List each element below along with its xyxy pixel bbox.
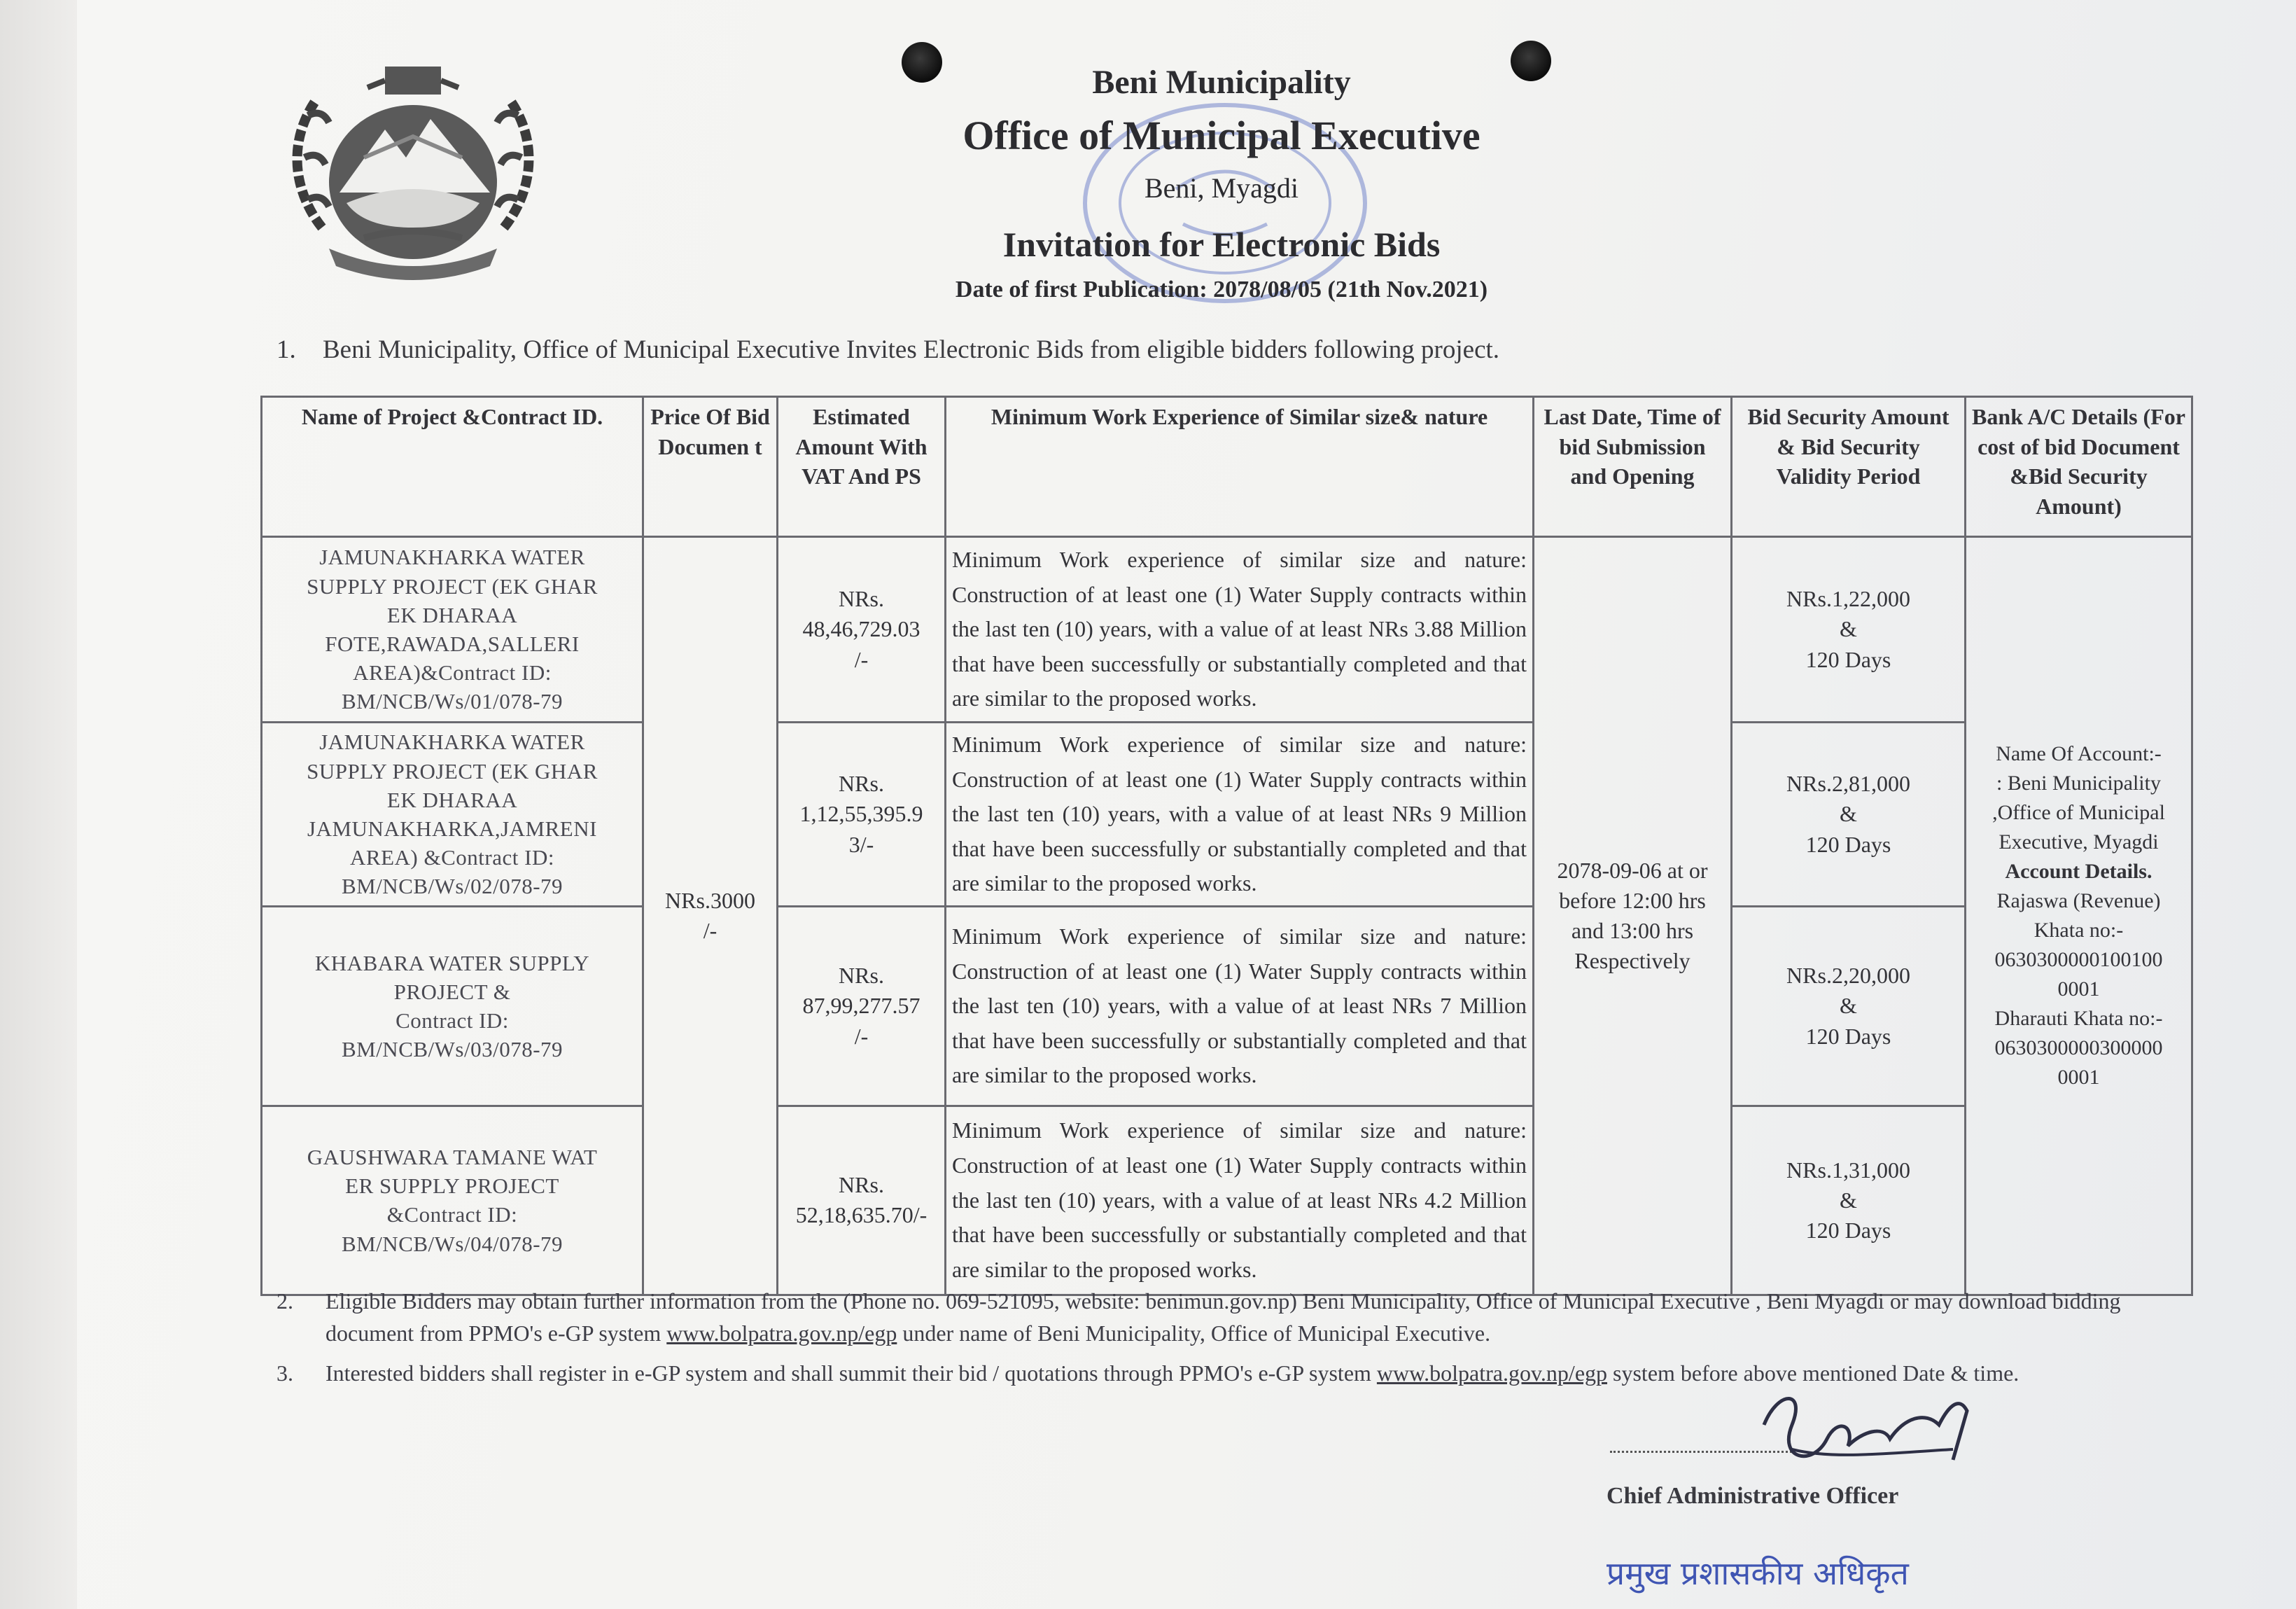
project-line: EK DHARAA <box>386 787 518 812</box>
scan-margin <box>0 0 77 1609</box>
experience-cell: Minimum Work experience of similar size and nature: Construction of at least one (1) Water Supply contracts within the last ten (10) years, with a value of at least NRs 4.2 Million that have been successfully or substantially completed and that are similar to the proposed works. <box>946 1106 1534 1295</box>
last-date-line: Respectively <box>1574 948 1690 974</box>
table-header-row <box>262 397 2192 537</box>
project-line: SUPPLY PROJECT (EK GHAR <box>307 758 598 783</box>
municipality-name: Beni Municipality <box>1092 64 1351 101</box>
bid-security-amount: NRs.2,20,000 <box>1786 963 1910 989</box>
price-cell <box>643 537 778 1295</box>
bank-line: : Beni Municipality <box>1996 771 2161 795</box>
publication-date: Date of first Publication: 2078/08/05 (21th Nov.2021) <box>955 277 1488 302</box>
note-2 <box>276 1285 2160 1350</box>
amount-cell <box>778 906 946 1106</box>
amount-line: 48,46,729.03 <box>802 616 920 642</box>
egp-link[interactable]: www.bolpatra.gov.np/egp <box>1376 1360 1608 1386</box>
intro-number: 1. <box>276 335 296 364</box>
amount-line: /- <box>854 1023 869 1049</box>
bid-security-validity: 120 Days <box>1805 831 1891 857</box>
table-row <box>262 906 2192 1106</box>
bid-security-validity: 120 Days <box>1805 1023 1891 1049</box>
bid-security-amount: NRs.1,22,000 <box>1786 586 1910 612</box>
project-cell <box>262 723 643 907</box>
project-line: BM/NCB/Ws/03/078-79 <box>341 1037 564 1062</box>
amount-cell <box>778 723 946 907</box>
note-2-text-b: under name of Beni Municipality, Office of Municipal Executive. <box>897 1321 1491 1346</box>
project-cell <box>262 537 643 723</box>
project-line: EK DHARAA <box>386 602 518 627</box>
experience-cell: Minimum Work experience of similar size and nature: Construction of at least one (1) Water Supply contracts within the last ten (10) years, with a value of at least NRs 7 Million that have been successfully or substantially completed and that are similar to the proposed works. <box>946 906 1534 1106</box>
project-line: JAMUNAKHARKA WATER <box>319 545 585 570</box>
intro-paragraph <box>276 335 1499 365</box>
note-3-text-b: system before above mentioned Date & time. <box>1607 1360 2019 1386</box>
price-value: NRs.3000 <box>665 887 755 913</box>
officer-title-nepali: प्रमुख प्रशासकीय अधिकृत <box>1606 1554 1909 1592</box>
bid-security-validity: 120 Days <box>1805 1218 1891 1244</box>
table-row <box>262 1106 2192 1295</box>
document-title: Invitation for Electronic Bids <box>1002 225 1441 264</box>
project-line: JAMUNAKHARKA,JAMRENI <box>307 816 597 841</box>
amount-line: NRs. <box>839 1172 884 1198</box>
header-bid-security: Bid Security Amount & Bid Security Validity Period <box>1732 397 1966 537</box>
nepal-emblem-icon <box>280 53 546 291</box>
project-line: JAMUNAKHARKA WATER <box>319 730 585 755</box>
project-line: BM/NCB/Ws/01/078-79 <box>341 689 564 714</box>
amount-cell <box>778 1106 946 1295</box>
bank-details-cell <box>1966 537 2192 1295</box>
project-line: ER SUPPLY PROJECT <box>345 1173 559 1199</box>
last-date-line: before 12:00 hrs <box>1559 887 1706 913</box>
project-line: GAUSHWARA TAMANE WAT <box>307 1145 598 1170</box>
header-experience: Minimum Work Experience of Similar size& nature <box>946 397 1534 537</box>
price-suffix: /- <box>703 917 718 943</box>
amount-line: 87,99,277.57 <box>802 993 920 1019</box>
project-line: AREA)&Contract ID: <box>353 660 552 685</box>
last-date-line: and 13:00 hrs <box>1571 917 1694 943</box>
project-line: BM/NCB/Ws/04/078-79 <box>341 1231 564 1256</box>
project-line: &Contract ID: <box>386 1202 518 1227</box>
bank-line: Dharauti Khata no:- <box>1994 1006 2163 1030</box>
note-3-text-a: Interested bidders shall register in e-GP system and shall summit their bid / quotations through PPMO's e-GP system <box>326 1360 1377 1386</box>
office-name: Office of Municipal Executive <box>962 113 1480 158</box>
bid-security-amount: NRs.1,31,000 <box>1786 1157 1910 1183</box>
project-line: AREA) &Contract ID: <box>350 845 554 870</box>
bank-line: ,Office of Municipal <box>1992 800 2165 824</box>
amount-line: NRs. <box>839 586 884 612</box>
bid-security-amp: & <box>1840 801 1857 827</box>
project-line: BM/NCB/Ws/02/078-79 <box>341 874 564 899</box>
note-2-text-a: Eligible Bidders may obtain further information from the (Phone no. 069-521095, website: benimun.gov.np) Beni Municipality, Office of Municipal Executive , Beni Myagdi or may download bidding document from PPMO's e-GP system <box>326 1288 2121 1346</box>
table-row <box>262 723 2192 907</box>
header-amount: Estimated Amount With VAT And PS <box>778 397 946 537</box>
amount-line: /- <box>854 646 869 672</box>
project-cell <box>262 906 643 1106</box>
experience-cell: Minimum Work experience of similar size and nature: Construction of at least one (1) Water Supply contracts within the last ten (10) years, with a value of at least NRs 3.88 Million that have been successfully or substantially completed and that are similar to the proposed works. <box>946 537 1534 723</box>
table-row <box>262 537 2192 723</box>
bids-table <box>260 396 2193 1296</box>
office-location: Beni, Myagdi <box>1144 172 1298 204</box>
amount-line: 3/- <box>848 831 874 857</box>
bid-security-cell <box>1732 723 1966 907</box>
project-line: SUPPLY PROJECT (EK GHAR <box>307 573 598 599</box>
account-details-label: Account Details. <box>2005 859 2152 883</box>
header-last-date: Last Date, Time of bid Submission and Opening <box>1534 397 1732 537</box>
bank-line: Rajaswa (Revenue) <box>1996 889 2161 912</box>
bank-line: Khata no:- <box>2033 918 2124 942</box>
project-line: KHABARA WATER SUPPLY <box>314 950 590 975</box>
bank-line: Name Of Account:- <box>1996 741 2162 765</box>
bank-account-number: 0001 <box>2057 977 2100 1001</box>
egp-link[interactable]: www.bolpatra.gov.np/egp <box>666 1321 897 1346</box>
handwritten-signature-icon <box>1750 1383 1974 1488</box>
note-2-number: 2. <box>276 1288 293 1314</box>
bid-security-cell <box>1732 906 1966 1106</box>
bank-account-number: 0001 <box>2057 1065 2100 1089</box>
experience-cell: Minimum Work experience of similar size and nature: Construction of at least one (1) Water Supply contracts within the last ten (10) years, with a value of at least NRs 9 Million that have been successfully or substantially completed and that are similar to the proposed works. <box>946 723 1534 907</box>
project-line: FOTE,RAWADA,SALLERI <box>325 632 580 656</box>
amount-line: 1,12,55,395.9 <box>799 801 923 827</box>
note-2-text <box>326 1285 2160 1350</box>
amount-line: 52,18,635.70/- <box>795 1202 927 1228</box>
bid-security-amount: NRs.2,81,000 <box>1786 771 1910 797</box>
bid-security-validity: 120 Days <box>1805 646 1891 672</box>
header-bank: Bank A/C Details (For cost of bid Document &Bid Security Amount) <box>1966 397 2192 537</box>
project-line: PROJECT & <box>393 979 511 1004</box>
officer-title: Chief Administrative Officer <box>1606 1483 1899 1509</box>
last-date-cell <box>1534 537 1732 1295</box>
bank-account-number: 0630300000100100 <box>1994 947 2163 971</box>
amount-cell <box>778 537 946 723</box>
bank-line: Executive, Myagdi <box>1998 830 2159 854</box>
amount-line: NRs. <box>839 771 884 797</box>
last-date-line: 2078-09-06 at or <box>1557 857 1708 883</box>
note-3-number: 3. <box>276 1360 293 1386</box>
header-project: Name of Project &Contract ID. <box>262 397 643 537</box>
bid-security-cell <box>1732 537 1966 723</box>
bid-security-amp: & <box>1840 993 1857 1019</box>
bid-security-cell <box>1732 1106 1966 1295</box>
intro-text: Beni Municipality, Office of Municipal Executive Invites Electronic Bids from eligible bidders following project. <box>323 335 1500 364</box>
bank-account-number: 0630300000300000 <box>1994 1036 2163 1059</box>
header-price: Price Of Bid Documen t <box>643 397 778 537</box>
bid-security-amp: & <box>1840 1187 1857 1213</box>
amount-line: NRs. <box>839 963 884 989</box>
project-cell <box>262 1106 643 1295</box>
bid-security-amp: & <box>1840 616 1857 642</box>
project-line: Contract ID: <box>396 1008 509 1033</box>
